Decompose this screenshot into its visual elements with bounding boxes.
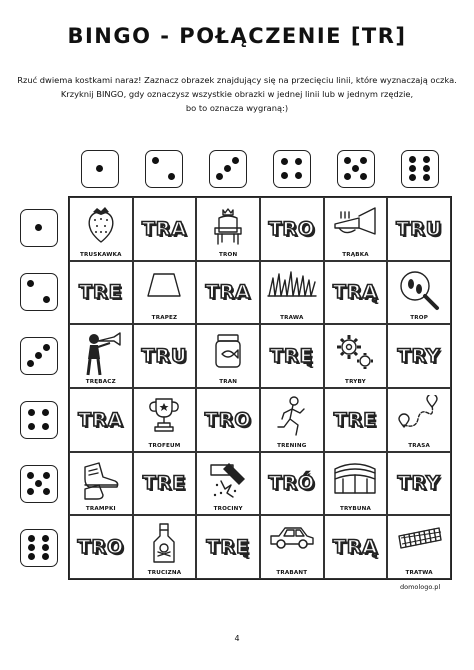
picture-cell[interactable] [324, 452, 388, 516]
picture-cell[interactable] [133, 388, 197, 452]
die-pip [28, 409, 35, 416]
die-pip [28, 553, 35, 560]
die-pip [281, 158, 288, 165]
syllable-text: TRO [268, 217, 316, 240]
die-6-icon [20, 529, 58, 567]
die-4-icon [273, 150, 311, 188]
instructions [0, 73, 474, 115]
die-pip [360, 157, 367, 164]
die-pip [42, 535, 49, 542]
picture-cell[interactable] [260, 515, 324, 579]
picture-cell[interactable] [69, 452, 133, 516]
syllable-text: TRE [79, 281, 123, 304]
syllable-text: TRA [141, 217, 188, 240]
die-6-icon [401, 150, 439, 188]
die-pip [42, 409, 49, 416]
syllable-text: TRY [397, 472, 441, 495]
syllable-text: TRU [396, 217, 443, 240]
syllable-text: TRU [141, 345, 188, 368]
die-pip [28, 423, 35, 430]
die-pip [35, 352, 42, 359]
bingo-grid [68, 196, 452, 580]
picture-cell[interactable] [69, 197, 133, 261]
picture-label: TRENING [277, 442, 307, 449]
picture-label: TRUCIZNA [147, 570, 182, 576]
picture-label: TROFEUM [148, 442, 181, 449]
syllable-cell[interactable] [196, 261, 260, 325]
die-pip [42, 544, 49, 551]
picture-cell[interactable] [196, 197, 260, 261]
syllable-cell[interactable] [133, 324, 197, 388]
die-pip [27, 360, 34, 367]
syllable-cell[interactable] [324, 515, 388, 579]
picture-label: TRĄBKA [342, 251, 369, 258]
syllable-text: TRĘ [270, 345, 314, 368]
die-pip [27, 488, 34, 495]
syllable-text: TRĄ [332, 536, 379, 559]
syllable-text: TRO [77, 536, 125, 559]
syllable-cell[interactable] [133, 197, 197, 261]
syllable-text: TRA [78, 408, 124, 431]
page-title: BINGO - POŁĄCZENIE [TR] [67, 24, 407, 48]
syllable-cell[interactable] [69, 261, 133, 325]
die-pip [96, 165, 103, 172]
die-4-icon [20, 401, 58, 439]
picture-label: TRAN [219, 379, 238, 385]
die-pip [352, 165, 359, 172]
die-pip [224, 165, 231, 172]
syllable-cell[interactable] [324, 261, 388, 325]
picture-cell[interactable] [133, 515, 197, 579]
die-pip [360, 173, 367, 180]
syllable-text: TRĄ [332, 281, 379, 304]
die-pip [27, 472, 34, 479]
picture-cell[interactable] [387, 515, 451, 579]
die-pip [43, 296, 50, 303]
die-pip [27, 280, 34, 287]
syllable-text: TRÓ [268, 472, 316, 495]
picture-cell[interactable] [133, 261, 197, 325]
die-pip [423, 156, 430, 163]
picture-label: TROCINY [213, 506, 243, 513]
instruction-line: Rzuć dwiema kostkami naraz! Zaznacz obrazek znajdujący się na przecięciu linii, które wyznaczają oczka. [17, 75, 457, 85]
die-pip [168, 173, 175, 180]
die-pip [295, 158, 302, 165]
die-pip [35, 224, 42, 231]
syllable-cell[interactable] [69, 515, 133, 579]
die-pip [423, 165, 430, 172]
picture-label: TRON [218, 251, 238, 258]
die-pip [28, 535, 35, 542]
syllable-cell[interactable] [69, 388, 133, 452]
die-pip [43, 344, 50, 351]
picture-label: TRASA [408, 442, 431, 449]
syllable-cell[interactable] [387, 324, 451, 388]
syllable-cell[interactable] [260, 324, 324, 388]
instruction-line: bo to oznacza wygraną:) [185, 103, 289, 113]
syllable-text: TRĘ [206, 536, 250, 559]
syllable-cell[interactable] [260, 452, 324, 516]
picture-cell[interactable] [324, 197, 388, 261]
die-pip [344, 157, 351, 164]
syllable-cell[interactable] [387, 197, 451, 261]
picture-label: TRAWA [280, 315, 304, 322]
picture-cell[interactable] [387, 261, 451, 325]
page-number: 4 [234, 634, 240, 643]
picture-label: TRAPEZ [151, 315, 178, 322]
die-pip [409, 165, 416, 172]
picture-label: TRYBY [345, 379, 366, 385]
die-pip [35, 480, 42, 487]
picture-cell[interactable] [196, 324, 260, 388]
die-5-icon [337, 150, 375, 188]
die-pip [344, 173, 351, 180]
die-pip [42, 553, 49, 560]
picture-label: TRĘBACZ [85, 379, 116, 385]
die-pip [281, 172, 288, 179]
syllable-text: TRA [205, 281, 251, 304]
die-5-icon [20, 465, 58, 503]
picture-label: TRAMPKI [85, 506, 116, 513]
picture-label: TRATWA [405, 570, 433, 576]
die-3-icon [209, 150, 247, 188]
syllable-cell[interactable] [387, 452, 451, 516]
picture-cell[interactable] [69, 324, 133, 388]
picture-cell[interactable] [196, 452, 260, 516]
picture-label: TRABANT [276, 570, 308, 576]
die-pip [43, 472, 50, 479]
die-pip [409, 174, 416, 181]
credit: domologo.pl [400, 583, 441, 591]
syllable-text: TRY [397, 345, 441, 368]
die-pip [28, 544, 35, 551]
syllable-cell[interactable] [324, 388, 388, 452]
syllable-cell[interactable] [196, 515, 260, 579]
die-pip [152, 157, 159, 164]
die-2-icon [145, 150, 183, 188]
picture-cell[interactable] [260, 261, 324, 325]
picture-label: TRUSKAWKA [79, 251, 122, 258]
die-3-icon [20, 337, 58, 375]
die-pip [409, 156, 416, 163]
die-pip [423, 174, 430, 181]
die-pip [295, 172, 302, 179]
picture-label: TROP [410, 315, 429, 322]
die-1-icon [20, 209, 58, 247]
die-pip [216, 173, 223, 180]
syllable-cell[interactable] [133, 452, 197, 516]
die-pip [232, 157, 239, 164]
die-pip [42, 423, 49, 430]
picture-cell[interactable] [387, 388, 451, 452]
picture-cell[interactable] [260, 388, 324, 452]
die-pip [43, 488, 50, 495]
syllable-text: TRO [204, 408, 252, 431]
syllable-cell[interactable] [260, 197, 324, 261]
syllable-text: TRE [142, 472, 187, 495]
picture-cell[interactable] [324, 324, 388, 388]
die-1-icon [81, 150, 119, 188]
instruction-line: Krzyknij BINGO, gdy oznaczysz wszystkie obrazki w jednej linii lub w jednym rzędzie, [60, 89, 414, 99]
syllable-cell[interactable] [196, 388, 260, 452]
picture-label: TRYBUNA [339, 506, 372, 513]
syllable-text: TRE [333, 408, 378, 431]
die-2-icon [20, 273, 58, 311]
